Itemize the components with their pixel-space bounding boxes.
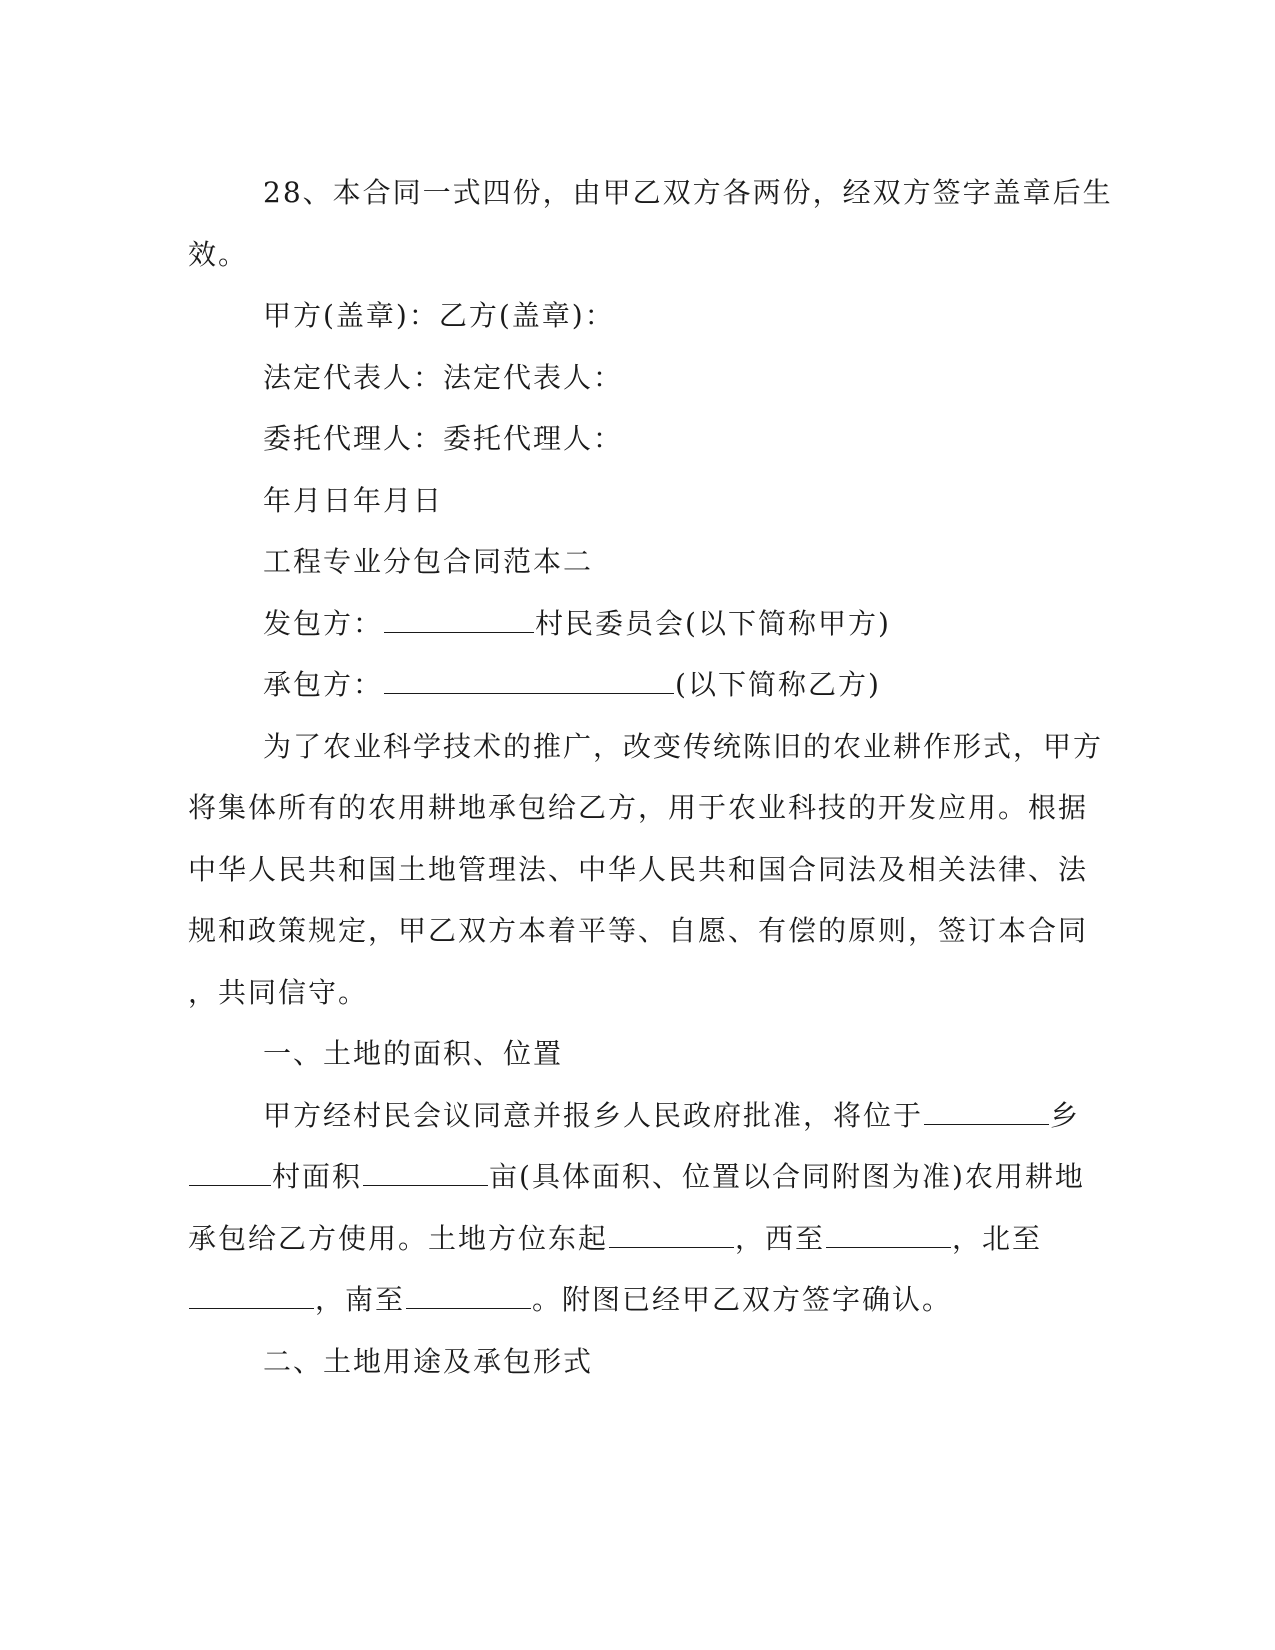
contractor-line [188,654,1068,716]
s1-l4-text-b: 。附图已经甲乙双方签字确认。 [532,1283,953,1316]
section-2-title: 二、土地用途及承包形式 [263,1344,594,1378]
issuer-label: 发包方： [263,606,384,640]
section-1-line-2 [188,1146,1085,1208]
signature-date-line: 年月日年月日 [263,483,444,517]
contractor-label: 承包方： [263,668,384,701]
intro-line-1: 为了农业科学技术的推广，改变传统陈旧的农业耕作形式，甲方 [263,729,1104,763]
s1-l1-text-b: 乡 [1050,1098,1081,1132]
intro-line-5: ，共同信守。 [188,975,369,1009]
north-blank [189,1282,314,1309]
s1-l2-text-a: 村面积 [272,1160,363,1193]
contractor-blank [384,667,674,694]
s1-l3-text-a: 承包给乙方使用。土地方位东起 [188,1221,609,1255]
s1-l1-text-a: 甲方经村民会议同意并报乡人民政府批准，将位于 [263,1098,924,1132]
intro-line-2: 将集体所有的农用耕地承包给乙方，用于农业科技的开发应用。根据 [188,791,1089,824]
s1-l3-text-b: ，西至 [735,1221,826,1255]
section-1-title: 一、土地的面积、位置 [263,1037,564,1070]
clause-28-line2: 效。 [188,237,249,271]
south-blank [406,1282,531,1309]
township-blank [924,1098,1049,1125]
signature-legal-rep-line: 法定代表人：法定代表人： [263,360,624,394]
intro-line-3: 中华人民共和国土地管理法、中华人民共和国合同法及相关法律、法 [188,852,1089,886]
issuer-suffix: 村民委员会(以下简称甲方) [535,606,891,640]
intro-line-4: 规和政策规定，甲乙双方本着平等、自愿、有偿的原则，签订本合同 [188,914,1089,947]
signature-agent-line: 委托代理人：委托代理人： [263,422,624,455]
issuer-line [188,593,1068,655]
section-1-line-4 [188,1269,1068,1331]
contractor-suffix: (以下简称乙方) [675,668,881,701]
s1-l4-text-a: ，南至 [315,1283,406,1316]
contract-template-heading: 工程专业分包合同范本二 [263,545,594,578]
east-blank [609,1221,734,1248]
clause-28-line1: 28、本合同一式四份，由甲乙双方各两份，经双方签字盖章后生 [263,176,1113,209]
village-blank [189,1159,271,1186]
issuer-blank [384,606,534,633]
document-body [188,162,1113,1392]
west-blank [826,1221,951,1248]
section-1-line-1 [188,1085,1081,1147]
signature-party-line: 甲方(盖章)：乙方(盖章)： [263,299,615,332]
section-1-line-3 [188,1208,1068,1270]
s1-l3-text-c: ，北至 [952,1221,1043,1255]
s1-l2-text-b: 亩(具体面积、位置以合同附图为准)农用耕地 [489,1160,1085,1193]
area-blank [363,1159,488,1186]
